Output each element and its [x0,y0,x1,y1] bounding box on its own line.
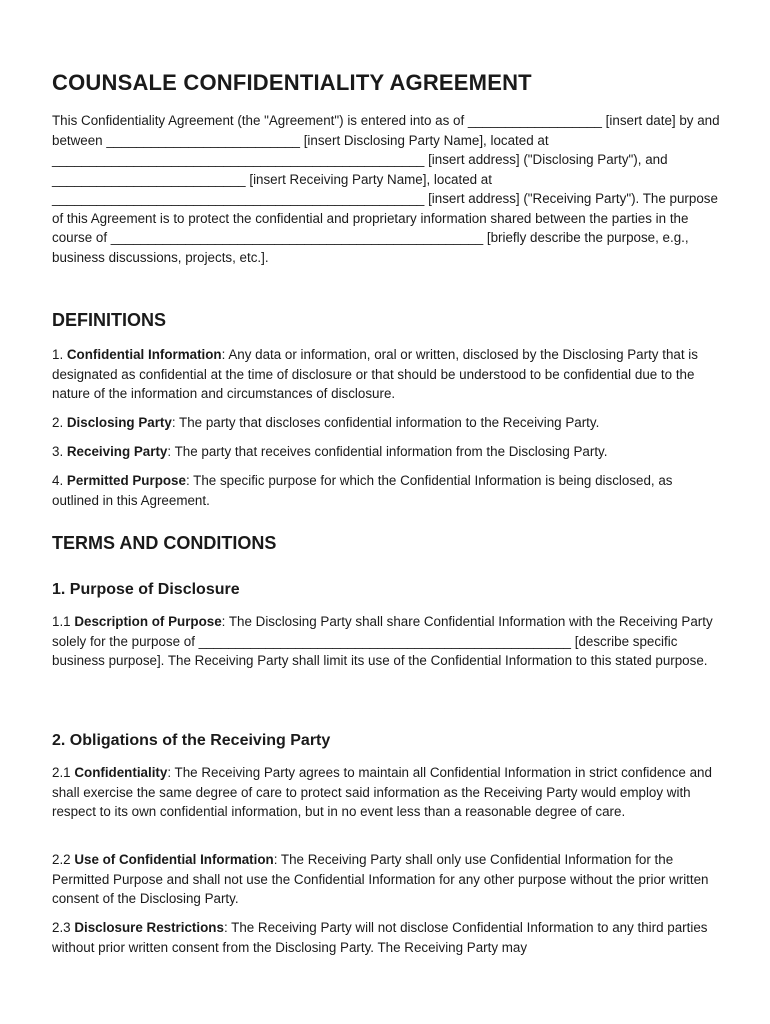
definition-item-4 [52,471,720,510]
clause-number: 2.2 [52,852,75,867]
definition-term: Permitted Purpose [66,473,186,488]
definition-text: : The specific purpose for which the Confidential Information is being disclosed, as outlined in this Agreement. [52,473,673,508]
clause-2-2 [52,850,720,909]
clause-1-1 [52,612,720,671]
definition-term: Disclosing Party [66,415,172,430]
clause-term: Disclosure Restrictions [74,920,224,935]
document-title: COUNSALE CONFIDENTIALITY AGREEMENT [52,70,532,95]
clause-text: : The Disclosing Party shall share Confidential Information with the Receiving Party solely for the purpose of __________________________________________________ [describe specific business purpose]. The Receiving Party shall limit its use of the Confidential Information to this stated purpose. [52,614,713,668]
definition-text: : Any data or information, oral or written, disclosed by the Disclosing Party that is designated as confidential at the time of disclosure or that should be understood to be confidential due to the nature of the information and circumstances of disclosure. [52,347,698,401]
definition-number: 2. [52,415,67,430]
clause-text: : The Receiving Party agrees to maintain all Confidential Information in strict confidence and shall exercise the same degree of care to protect said information as the Receiving Party would employ with respect to its own confidential information, but in no event less than a reasonable degree of care. [52,765,712,819]
terms-heading: TERMS AND CONDITIONS [52,533,277,553]
clause-number: 1.1 [52,614,75,629]
clause-term: Description of Purpose [74,614,222,629]
definition-number: 3. [52,444,67,459]
clause-text: : The Receiving Party shall only use Confidential Information for the Permitted Purpose and shall not use the Confidential Information for any other purpose without the prior written consent of the Disclosing Party. [52,852,709,906]
clause-number: 2.3 [52,920,75,935]
section-2-heading: 2. Obligations of the Receiving Party [52,732,331,749]
clause-number: 2.1 [52,765,75,780]
definition-number: 4. [52,473,67,488]
clause-term: Confidentiality [74,765,168,780]
definition-item-1 [52,345,720,404]
clause-2-3 [52,918,720,957]
clause-2-1 [52,763,720,822]
section-1-heading: 1. Purpose of Disclosure [52,581,240,598]
definition-term: Receiving Party [66,444,168,459]
definitions-heading: DEFINITIONS [52,310,167,330]
clause-text: : The Receiving Party will not disclose Confidential Information to any third parties without prior written consent from the Disclosing Party. The Receiving Party may [52,920,708,955]
definition-item-3 [52,442,720,462]
definition-number: 1. [52,347,67,362]
definition-text: : The party that discloses confidential information to the Receiving Party. [171,415,600,430]
intro-paragraph: This Confidentiality Agreement (the "Agreement") is entered into as of __________________ [insert date] by and between __________________________ [insert Disclosing Party Name], located at __________________________________________________ [insert address] ("Disclosing Party"), and __________________________ [insert Receiving Party Name], located at __________________________________________________ [insert address] ("Receiving Party"). The purpose of this Agreement is to protect the confidential and proprietary information shared between the parties in the course of __________________________________________________ [briefly describe the purpose, e.g., business discussions, projects, etc.]. [52,113,720,265]
definition-term: Confidential Information [66,347,222,362]
definition-text: : The party that receives confidential information from the Disclosing Party. [167,444,608,459]
clause-term: Use of Confidential Information [74,852,274,867]
definition-item-2 [52,413,720,433]
